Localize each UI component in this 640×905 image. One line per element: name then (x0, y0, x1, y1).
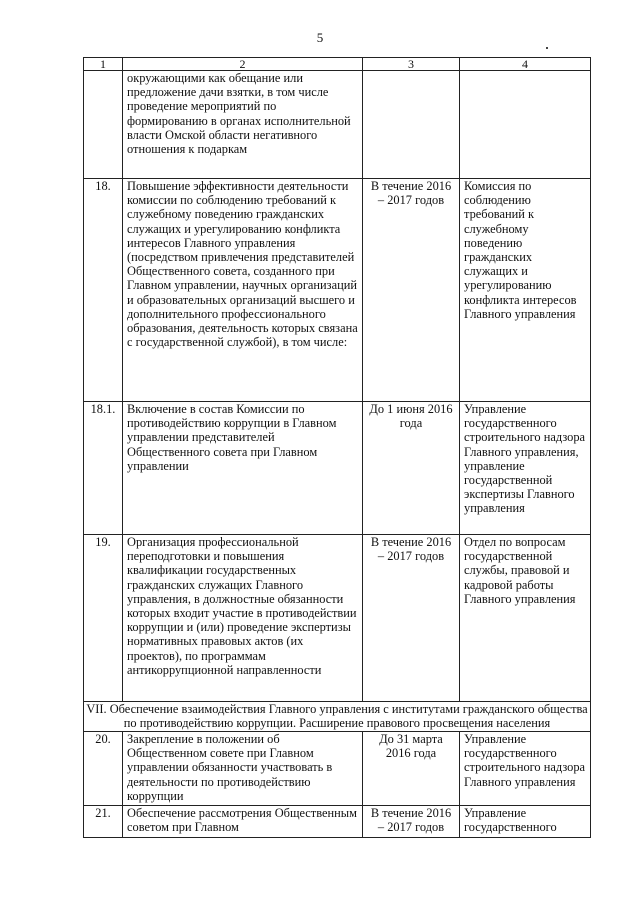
event-text: Включение в состав Комиссии по противодействию коррупции в Главном управлении представителей Общественного совета при Главном управлении (123, 402, 363, 535)
row-number: 20. (84, 732, 123, 806)
column-number-row (84, 58, 591, 71)
row-number: 19. (84, 535, 123, 702)
row-number (84, 71, 123, 179)
responsible: Управление государственного строительного надзора Главного управления (460, 732, 591, 806)
deadline: В течение 2016 – 2017 годов (363, 179, 460, 402)
column-number: 2 (123, 58, 363, 71)
deadline: В течение 2016 – 2017 годов (363, 535, 460, 702)
table-row (84, 806, 591, 838)
responsible: Комиссия по соблюдению требований к служебному поведению гражданских служащих и урегулированию конфликта интересов Главного управления (460, 179, 591, 402)
responsible (460, 71, 591, 179)
event-text: Повышение эффективности деятельности комиссии по соблюдению требований к служебному поведению гражданских служащих и урегулированию конфликта интересов Главного управления (посредством привлечения представителей Общественного совета, созданного при Главном управлении, научных организаций и образовательных организаций высшего и дополнительного профессионального образования, деятельность которых связана с государственной службой), в том числе: (123, 179, 363, 402)
deadline: В течение 2016 – 2017 годов (363, 806, 460, 838)
column-number: 1 (84, 58, 123, 71)
deadline: До 1 июня 2016 года (363, 402, 460, 535)
row-number: 18. (84, 179, 123, 402)
row-number: 21. (84, 806, 123, 838)
responsible: Отдел по вопросам государственной службы, правовой и кадровой работы Главного управления (460, 535, 591, 702)
event-text: Закрепление в положении об Общественном совете при Главном управлении обязанности участвовать в деятельности по противодействию коррупции (123, 732, 363, 806)
page-number: 5 (316, 30, 324, 45)
scan-speck (546, 47, 548, 49)
deadline: До 31 марта 2016 года (363, 732, 460, 806)
section-heading-row (84, 702, 591, 732)
responsible: Управление государственного строительного надзора Главного управления, управление государственной экспертизы Главного управления (460, 402, 591, 535)
column-number: 4 (460, 58, 591, 71)
row-number: 18.1. (84, 402, 123, 535)
table-row (84, 179, 591, 402)
table-row (84, 402, 591, 535)
table-row (84, 732, 591, 806)
measures-table (83, 57, 591, 838)
table-row (84, 71, 591, 179)
event-text: Организация профессиональной переподготовки и повышения квалификации государственных гражданских служащих Главного управления, в должностные обязанности которых входит участие в противодействии коррупции и (или) проведение экспертизы нормативных правовых актов (их проектов), по программам антикоррупционной направленности (123, 535, 363, 702)
section-title: VII. Обеспечение взаимодействия Главного управления с институтами гражданского общества по противодействию коррупции. Расширение правового просвещения населения (84, 702, 591, 732)
deadline (363, 71, 460, 179)
event-text: Обеспечение рассмотрения Общественным советом при Главном (123, 806, 363, 838)
responsible: Управление государственного (460, 806, 591, 838)
column-number: 3 (363, 58, 460, 71)
table-row (84, 535, 591, 702)
event-text: окружающими как обещание или предложение дачи взятки, в том числе проведение мероприятий по формированию в органах исполнительной власти Омской области негативного отношения к подаркам (123, 71, 363, 179)
